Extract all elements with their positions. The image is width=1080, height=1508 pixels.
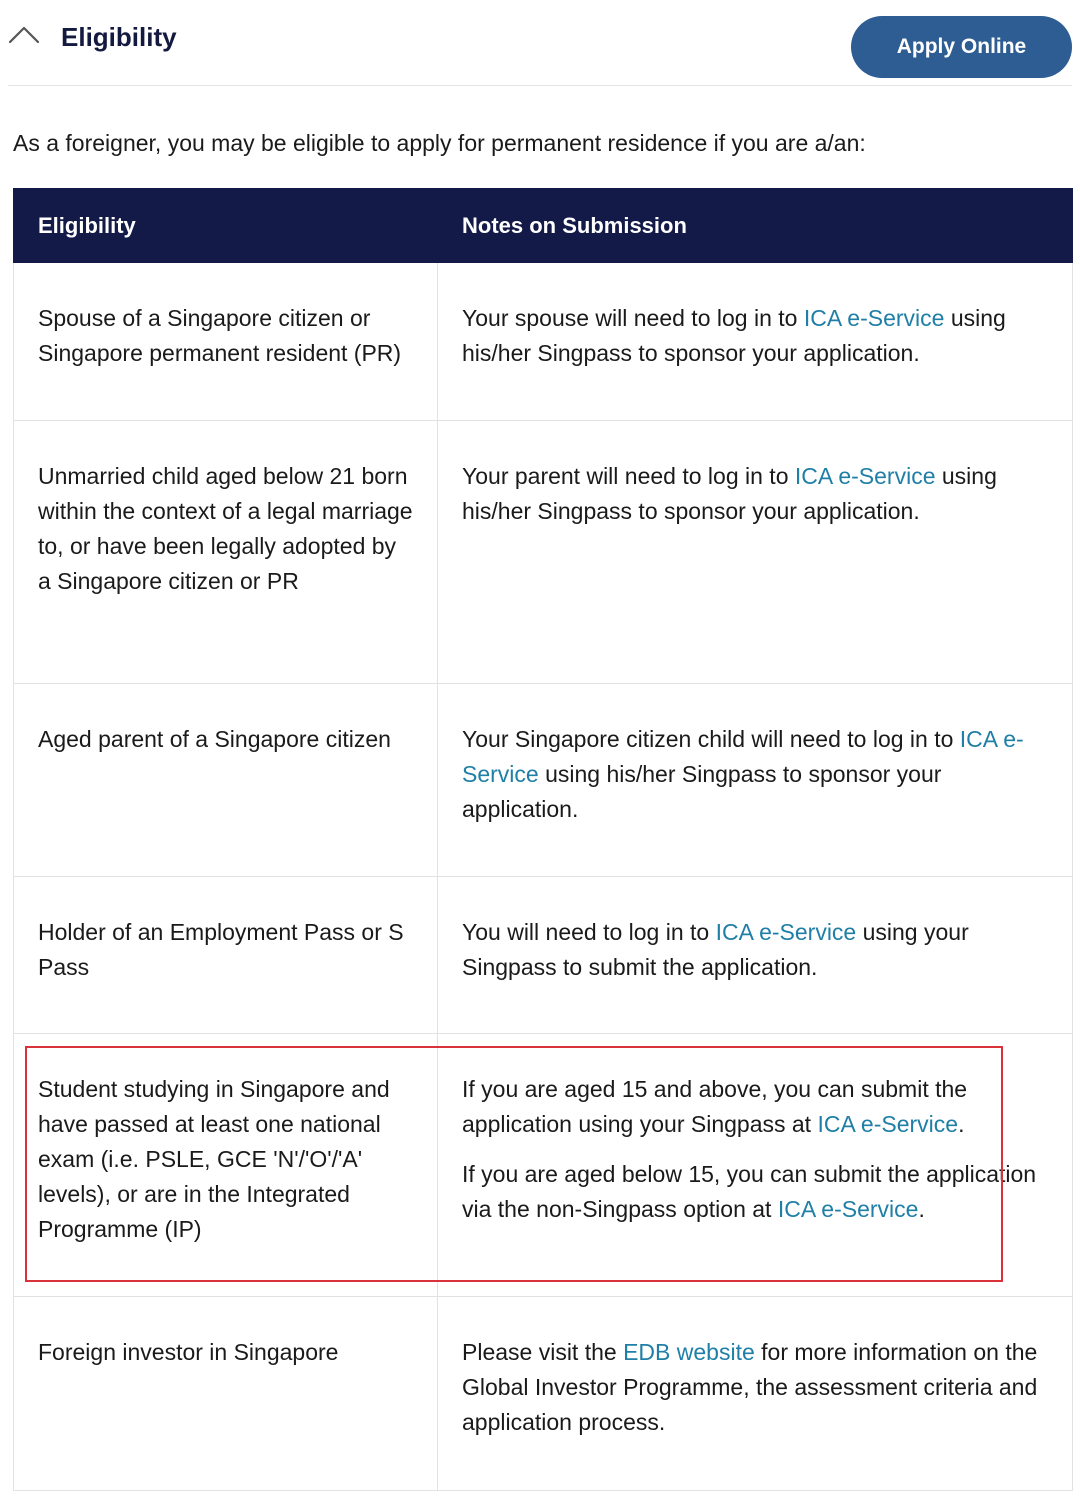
notes-text: If you are aged below 15, you can submit the application via the non-Singpass option at ICA e-Service. [462,1161,1037,1222]
ica-eservice-link[interactable]: ICA e-Service [817,1111,959,1137]
eligibility-cell [14,263,438,421]
eligibility-table [13,188,1073,1491]
eligibility-text: Aged parent of a Singapore citizen [38,726,391,752]
eligibility-cell [14,684,438,877]
apply-online-button[interactable]: Apply Online [851,16,1072,78]
table-row [14,1034,1073,1297]
notes-cell [438,877,1073,1034]
ica-eservice-link[interactable]: ICA e-Service [462,726,1024,787]
notes-text: Your Singapore citizen child will need to log in to ICA e-Service using his/her Singpass to sponsor your application. [462,726,1024,822]
notes-cell [438,1034,1073,1297]
eligibility-text: Student studying in Singapore and have passed at least one national exam (i.e. PSLE, GCE 'N'/'O'/'A' levels), or are in the Integrated Programme (IP) [38,1076,390,1242]
table-row [14,263,1073,421]
notes-text: Please visit the EDB website for more information on the Global Investor Programme, the assessment criteria and application process. [462,1339,1038,1435]
eligibility-cell [14,877,438,1034]
edb-website-link[interactable]: EDB website [623,1339,755,1365]
eligibility-text: Foreign investor in Singapore [38,1339,339,1365]
table-row [14,877,1073,1034]
notes-text: Your parent will need to log in to ICA e-Service using his/her Singpass to sponsor your application. [462,463,997,524]
ica-eservice-link[interactable]: ICA e-Service [803,305,945,331]
table-row [14,684,1073,877]
column-header-eligibility: Eligibility [14,189,438,263]
column-header-notes: Notes on Submission [438,189,1073,263]
table-row [14,1297,1073,1491]
table-header-row [14,189,1073,263]
eligibility-text: Unmarried child aged below 21 born within the context of a legal marriage to, or have been legally adopted by a Singapore citizen or PR [38,463,413,594]
table-row [14,421,1073,684]
section-title: Eligibility [61,22,177,52]
ica-eservice-link[interactable]: ICA e-Service [794,463,936,489]
ica-eservice-link[interactable]: ICA e-Service [715,919,857,945]
notes-cell [438,421,1073,684]
chevron-up-icon[interactable] [8,24,40,44]
notes-text: If you are aged 15 and above, you can submit the application using your Singpass at ICA e-Service. [462,1076,968,1137]
notes-text: Your spouse will need to log in to ICA e-Service using his/her Singpass to sponsor your application. [462,305,1006,366]
eligibility-cell [14,1297,438,1491]
header-divider [8,85,1072,86]
intro-text: As a foreigner, you may be eligible to apply for permanent residence if you are a/an: [13,130,866,156]
notes-cell [438,1297,1073,1491]
eligibility-cell [14,1034,438,1297]
eligibility-text: Spouse of a Singapore citizen or Singapore permanent resident (PR) [38,305,402,366]
accordion-header[interactable] [0,0,1080,86]
eligibility-text: Holder of an Employment Pass or S Pass [38,919,404,980]
notes-cell [438,684,1073,877]
ica-eservice-link[interactable]: ICA e-Service [777,1196,919,1222]
notes-text: You will need to log in to ICA e-Service using your Singpass to submit the application. [462,919,969,980]
notes-cell [438,263,1073,421]
eligibility-cell [14,421,438,684]
